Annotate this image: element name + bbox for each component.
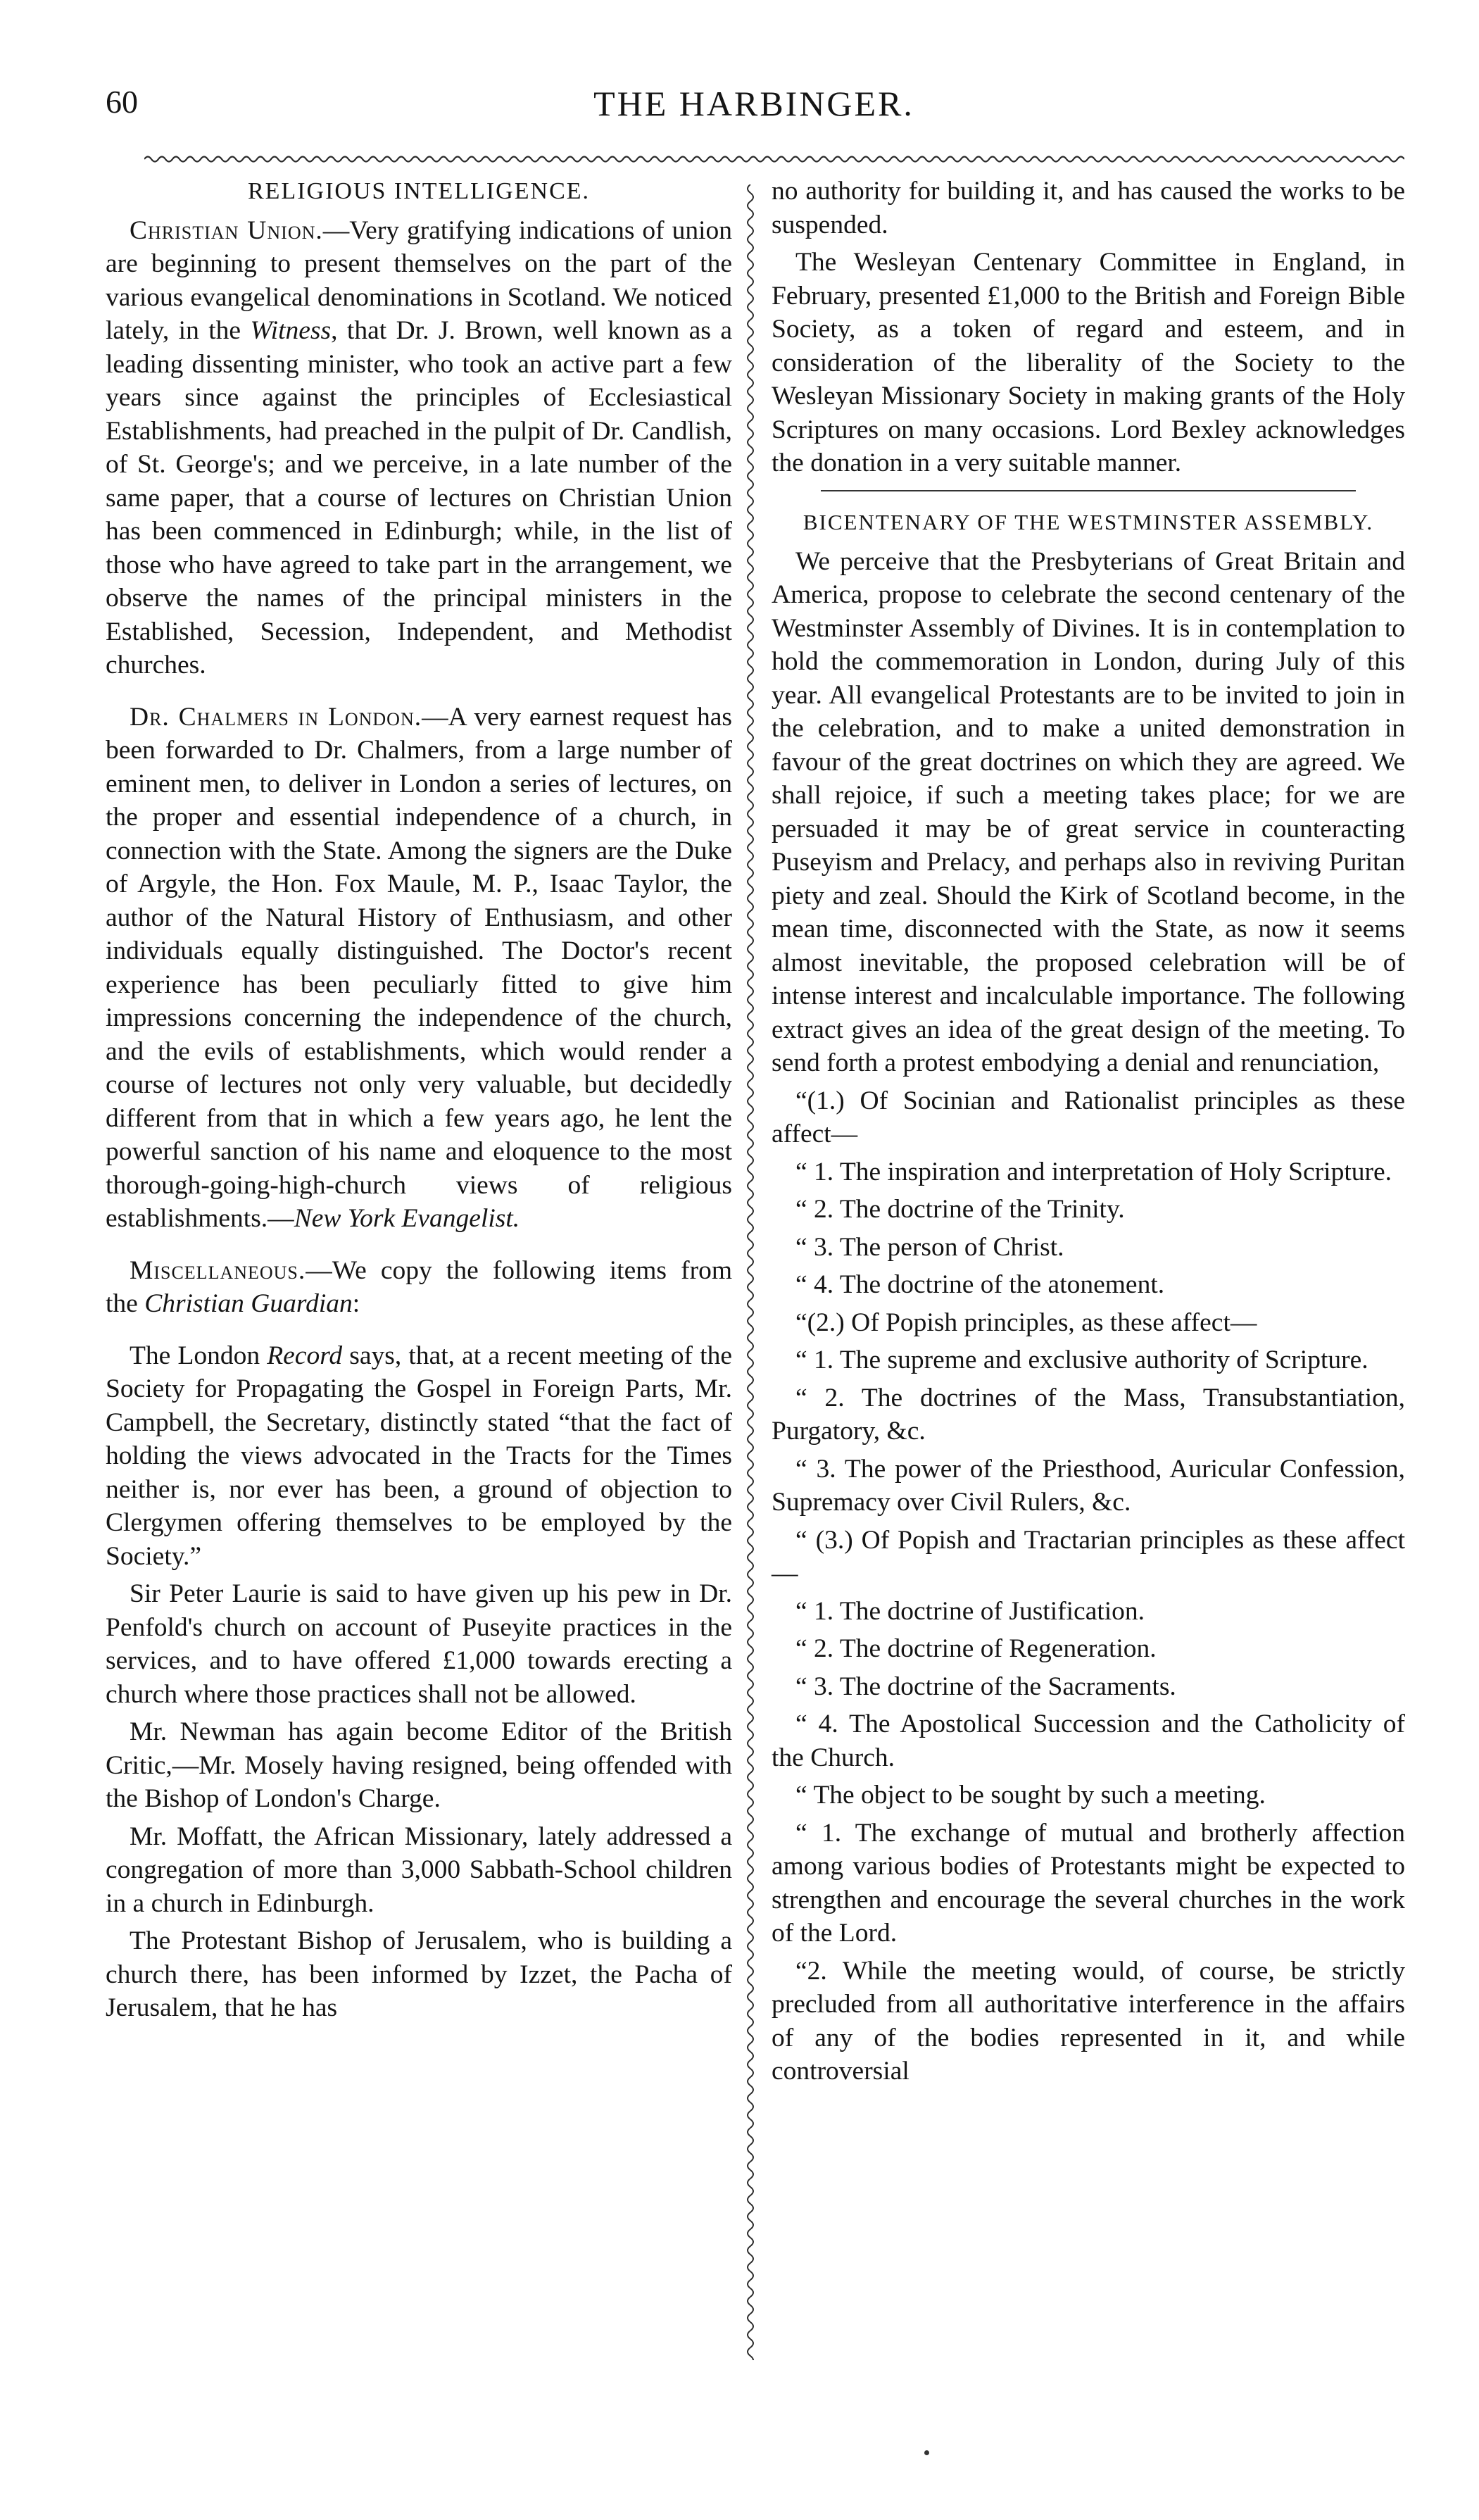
protest-list-item: “ 2. The doctrine of the Trinity. [795,1195,1125,1224]
protest-list [772,1084,1405,2088]
paragraph-wesleyan-centenary: The Wesleyan Centenary Committee in England, in February, presented £1,000 to the British and Foreign Bible Society, as a token of regard and esteem, and in consideration of the liberality of the Society to the Wesleyan Missionary Society in making grants of the Holy Scriptures on many occasions. Lord Bexley acknowledges the donation in a very suitable manner. [772,248,1405,477]
paragraph-moffatt: Mr. Moffatt, the African Missionary, lately addressed a congregation of more than 3,000 Sabbath-School children in a church in Edinburgh. [106,1822,732,1918]
protest-list-item: “ 3. The doctrine of the Sacraments. [795,1672,1176,1701]
paragraph-london-record: The London Record says, that, at a recent meeting of the Society for Propagating the Gospel in Foreign Parts, Mr. Campbell, the Secretary, distinctly stated “that the fact of holding the views advocated in the Tracts for the Times neither is, nor ever has been, a ground of objection to Clergymen offering themselves to be employed by the Society.” [106,1341,732,1571]
protest-list-item: “(1.) Of Socinian and Rationalist principles as these affect— [772,1086,1405,1148]
footer-mark [924,2450,929,2455]
protest-list-item: “2. While the meeting would, of course, be strictly precluded from all authoritative interference in the affairs of any of the bodies represented in it, and while controversial [772,1956,1405,2086]
protest-list-item: “ 3. The person of Christ. [795,1232,1064,1262]
section-divider [821,490,1356,491]
paragraph-bishop-jerusalem: The Protestant Bishop of Jerusalem, who is building a church there, has been informed by Izzet, the Pacha of Jerusalem, that he has [106,1926,732,2022]
paragraph-christian-union: Christian Union.—Very gratifying indications of union are beginning to present themselves on the part of the various evangelical denominations in Scotland. We noticed lately, in the Witness, that Dr. J. Brown, well known as a leading dissenting minister, who took an active part a few years since against the principles of Ecclesiastical Establishments, had preached in the pulpit of Dr. Candlish, of St. George's; and we perceive, in a late number of the same paper, that a course of lectures on Christian Union has been commenced in Edinburgh; while, in the list of those who have agreed to take part in the arrangement, we observe the names of the principal ministers in the Established, Secession, Independent, and Methodist churches. [106,215,732,679]
protest-list-item: “ 1. The inspiration and interpretation of Holy Scripture. [795,1157,1392,1186]
wavy-rule [144,153,1404,165]
paragraph-newman: Mr. Newman has again become Editor of the British Critic,—Mr. Mosely having resigned, being offended with the Bishop of London's Charge. [106,1717,732,1813]
paragraph-chalmers-in-london: Dr. Chalmers in London.—A very earnest request has been forwarded to Dr. Chalmers, from a large number of eminent men, to deliver in London a series of lectures, on the proper and essential independence of a church, in connection with the State. Among the signers are the Duke of Argyle, the Hon. Fox Maule, M. P., Isaac Taylor, the author of the Natural History of Enthusiasm, and other individuals equally distinguished. The Doctor's recent experience has been peculiarly fitted to give him impressions concerning the independence of the church, and the evils of establishments, which would render a course of lectures not only very valuable, but decidedly different from that in which a few years ago, he lent the powerful sanction of his name and eloquence to the most thorough-going-high-church views of religious establishments.—New York Evangelist. [106,702,732,1233]
page-number: 60 [106,84,138,120]
protest-list-item: “ 4. The Apostolical Succession and the Catholicity of the Church. [772,1710,1405,1772]
protest-list-item: “ 3. The power of the Priesthood, Auricular Confession, Supremacy over Civil Rulers, &c. [772,1454,1405,1517]
protest-list-item: “ 4. The doctrine of the atonement. [795,1270,1165,1299]
protest-list-item: “ (3.) Of Popish and Tractarian principles as these affect— [772,1525,1405,1588]
paragraph-bicentenary: We perceive that the Presbyterians of Great Britain and America, propose to celebrate the second centenary of the Westminster Assembly of Divines. It is in contemplation to hold the commemoration in London, during July of this year. All evangelical Protestants are to be invited to join in the celebration, and to make a united demonstration in favour of the great doctrines on which they are agreed. We shall rejoice, if such a meeting takes place; for we are persuaded it may be of great service in counteracting Puseyism and Prelacy, and perhaps also in reviving Puritan piety and zeal. Should the Kirk of Scotland become, in the mean time, disconnected with the State, as now it seems almost inevitable, the proposed celebration will be of intense interest and incalculable importance. The following extract gives an idea of the great design of the meeting. To send forth a protest embodying a denial and renunciation, [772,546,1405,1077]
paragraph-peter-laurie: Sir Peter Laurie is said to have given up his pew in Dr. Penfold's church on account of Puseyite practices in the services, and to have offered £1,000 towards erecting a church where those practices shall not be allowed. [106,1579,732,1709]
right-column [772,175,1405,2093]
paragraph-continued: no authority for building it, and has caused the works to be suspended. [772,177,1405,239]
protest-list-item: “ 2. The doctrine of Regeneration. [795,1634,1157,1663]
section-heading-religious-intelligence: RELIGIOUS INTELLIGENCE. [247,178,591,204]
column-divider [743,184,758,2360]
section-heading-bicentenary: BICENTENARY OF THE WESTMINSTER ASSEMBLY. [803,509,1374,534]
run-in-heading: Miscellaneous. [130,1255,306,1285]
protest-list-item: “(2.) Of Popish principles, as these affect— [795,1308,1257,1337]
running-title: THE HARBINGER. [593,84,914,123]
left-column [106,175,732,2029]
page-header [106,83,1402,139]
paragraph-miscellaneous: Miscellaneous.—We copy the following items from the Christian Guardian: [106,1255,732,1318]
protest-list-item: “ 1. The doctrine of Justification. [795,1596,1145,1626]
protest-list-item: “ 2. The doctrines of the Mass, Transubstantiation, Purgatory, &c. [772,1383,1405,1446]
run-in-heading: Dr. Chalmers in London. [130,702,422,732]
protest-list-item: “ 1. The exchange of mutual and brotherly affection among various bodies of Protestants might be expected to strengthen and encourage the several churches in the work of the Lord. [772,1818,1405,1948]
protest-list-item: “ The object to be sought by such a meeting. [795,1781,1266,1810]
run-in-heading: Christian Union. [130,215,323,245]
protest-list-item: “ 1. The supreme and exclusive authority of Scripture. [795,1346,1368,1374]
